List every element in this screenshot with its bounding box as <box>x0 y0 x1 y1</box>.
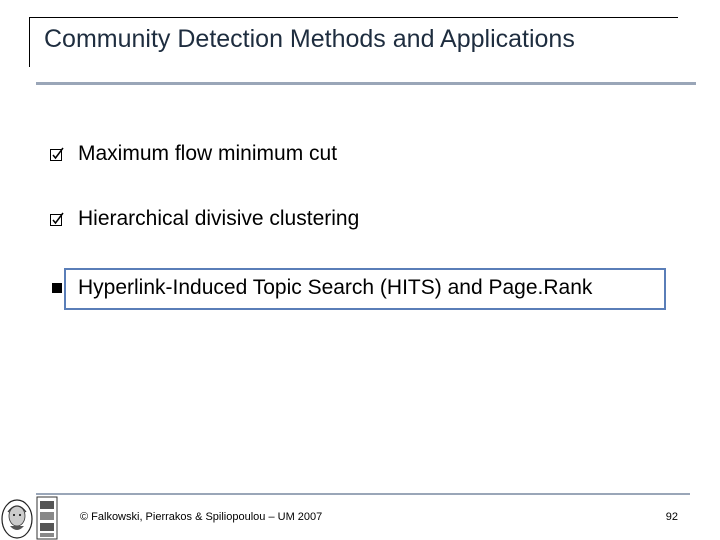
portrait-logo-icon <box>0 498 34 540</box>
page-number: 92 <box>665 511 678 523</box>
slide-title: Community Detection Methods and Applications <box>44 25 575 53</box>
checkbox-checked-icon <box>50 147 64 161</box>
bullet-text: Hyperlink-Induced Topic Search (HITS) and Page.Rank <box>78 276 593 299</box>
bullet-text: Hierarchical divisive clustering <box>78 207 360 230</box>
footer-copyright: © Falkowski, Pierrakos & Spiliopoulou – UM 2007 <box>80 511 323 523</box>
title-divider <box>36 82 696 85</box>
checkbox-checked-icon <box>50 212 64 226</box>
square-bullet-icon <box>50 281 64 295</box>
footer-divider <box>36 493 690 495</box>
bullet-text: Maximum flow minimum cut <box>78 142 338 165</box>
university-seal-icon <box>36 496 58 540</box>
